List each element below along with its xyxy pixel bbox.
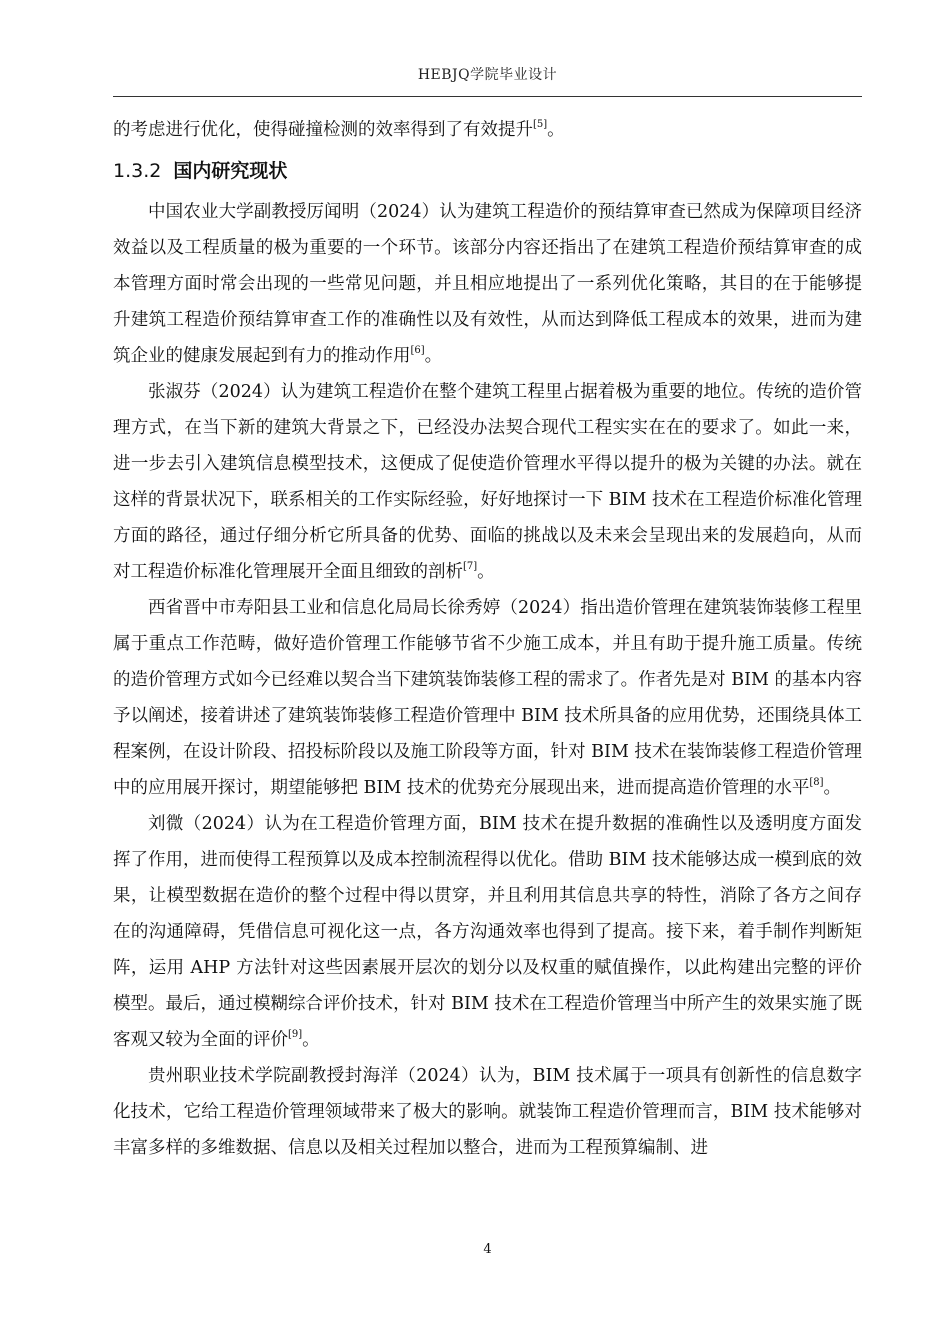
page-header-title: HEBJQ学院毕业设计 [417,67,558,83]
document-body [113,112,862,1166]
paragraph [113,590,862,806]
paragraph [113,1058,862,1166]
citation-ref: [5] [533,119,548,131]
paragraph-text: 西省晋中市寿阳县工业和信息化局局长徐秀婷（2024）指出造价管理在建筑装饰装修工程里属于重点工作范畴，做好造价管理工作能够节省不少施工成本，并且有助于提升施工质量。传统的造价管理方式如今已经难以契合当下建筑装饰装修工程的需求了。作者先是对 BIM 的基本内容予以阐述，接着讲述了建筑装饰装修工程造价管理中 BIM 技术所具备的应用优势，还围绕具体工程案例，在设计阶段、招投标阶段以及施工阶段等方面，针对 BIM 技术在装饰装修工程造价管理中的应用展开探讨，期望能够把 BIM 技术的优势充分展现出来，进而提高造价管理的水平 [113,598,862,798]
header-divider [113,96,862,97]
paragraph-text: 中国农业大学副教授厉闻明（2024）认为建筑工程造价的预结算审查已然成为保障项目经济效益以及工程质量的极为重要的一个环节。该部分内容还指出了在建筑工程造价预结算审查的成本管理方面时常会出现的一些常见问题，并且相应地提出了一系列优化策略，其目的在于能够提升建筑工程造价预结算审查工作的准确性以及有效性，从而达到降低工程成本的效果，进而为建筑企业的健康发展起到有力的推动作用 [113,202,862,366]
page-number: 4 [483,1242,492,1257]
paragraph-text: 贵州职业技术学院副教授封海洋（2024）认为，BIM 技术属于一项具有创新性的信息数字化技术，它给工程造价管理领域带来了极大的影响。就装饰工程造价管理而言，BIM 技术能够对丰富多样的多维数据、信息以及相关过程加以整合，进而为工程预算编制、进 [113,1066,862,1158]
paragraph-text: 张淑芬（2024）认为建筑工程造价在整个建筑工程里占据着极为重要的地位。传统的造价管理方式，在当下新的建筑大背景之下，已经没办法契合现代工程实实在在的要求了。如此一来，进一步去引入建筑信息模型技术，这便成了促使造价管理水平得以提升的极为关键的办法。就在这样的背景状况下，联系相关的工作实际经验，好好地探讨一下 BIM 技术在工程造价标准化管理方面的路径，通过仔细分析它所具备的优势、面临的挑战以及未来会呈现出来的发展趋向，从而对工程造价标准化管理展开全面且细致的剖析 [113,382,862,582]
section-number: 1.3.2 [113,160,162,182]
paragraph-tail: 。 [477,562,495,582]
citation-ref: [7] [463,561,478,573]
citation-ref: [9] [288,1029,303,1041]
paragraph-text: 的考虑进行优化，使得碰撞检测的效率得到了有效提升 [113,120,533,140]
section-title: 国内研究现状 [173,160,288,182]
paragraph [113,374,862,590]
citation-ref: [8] [809,777,824,789]
paragraph-tail: 。 [424,346,443,366]
section-heading [113,154,862,188]
citation-ref: [6] [410,345,425,357]
paragraph [113,194,862,374]
paragraph-tail: 。 [547,120,565,140]
paragraph-text: 刘微（2024）认为在工程造价管理方面，BIM 技术在提升数据的准确性以及透明度方面发挥了作用，进而使得工程预算以及成本控制流程得以优化。借助 BIM 技术能够达成一模到底的效果，让模型数据在造价的整个过程中得以贯穿，并且利用其信息共享的特性，消除了各方之间存在的沟通障碍，凭借信息可视化这一点，各方沟通效率也得到了提高。接下来，着手制作判断矩阵，运用 AHP 方法针对这些因素展开层次的划分以及权重的赋值操作，以此构建出完整的评价模型。最后，通过模糊综合评价技术，针对 BIM 技术在工程造价管理当中所产生的效果实施了既客观又较为全面的评价 [113,814,862,1050]
paragraph-continuation [113,112,862,148]
paragraph-tail: 。 [302,1030,320,1050]
paragraph [113,806,862,1058]
paragraph-tail: 。 [823,778,841,798]
